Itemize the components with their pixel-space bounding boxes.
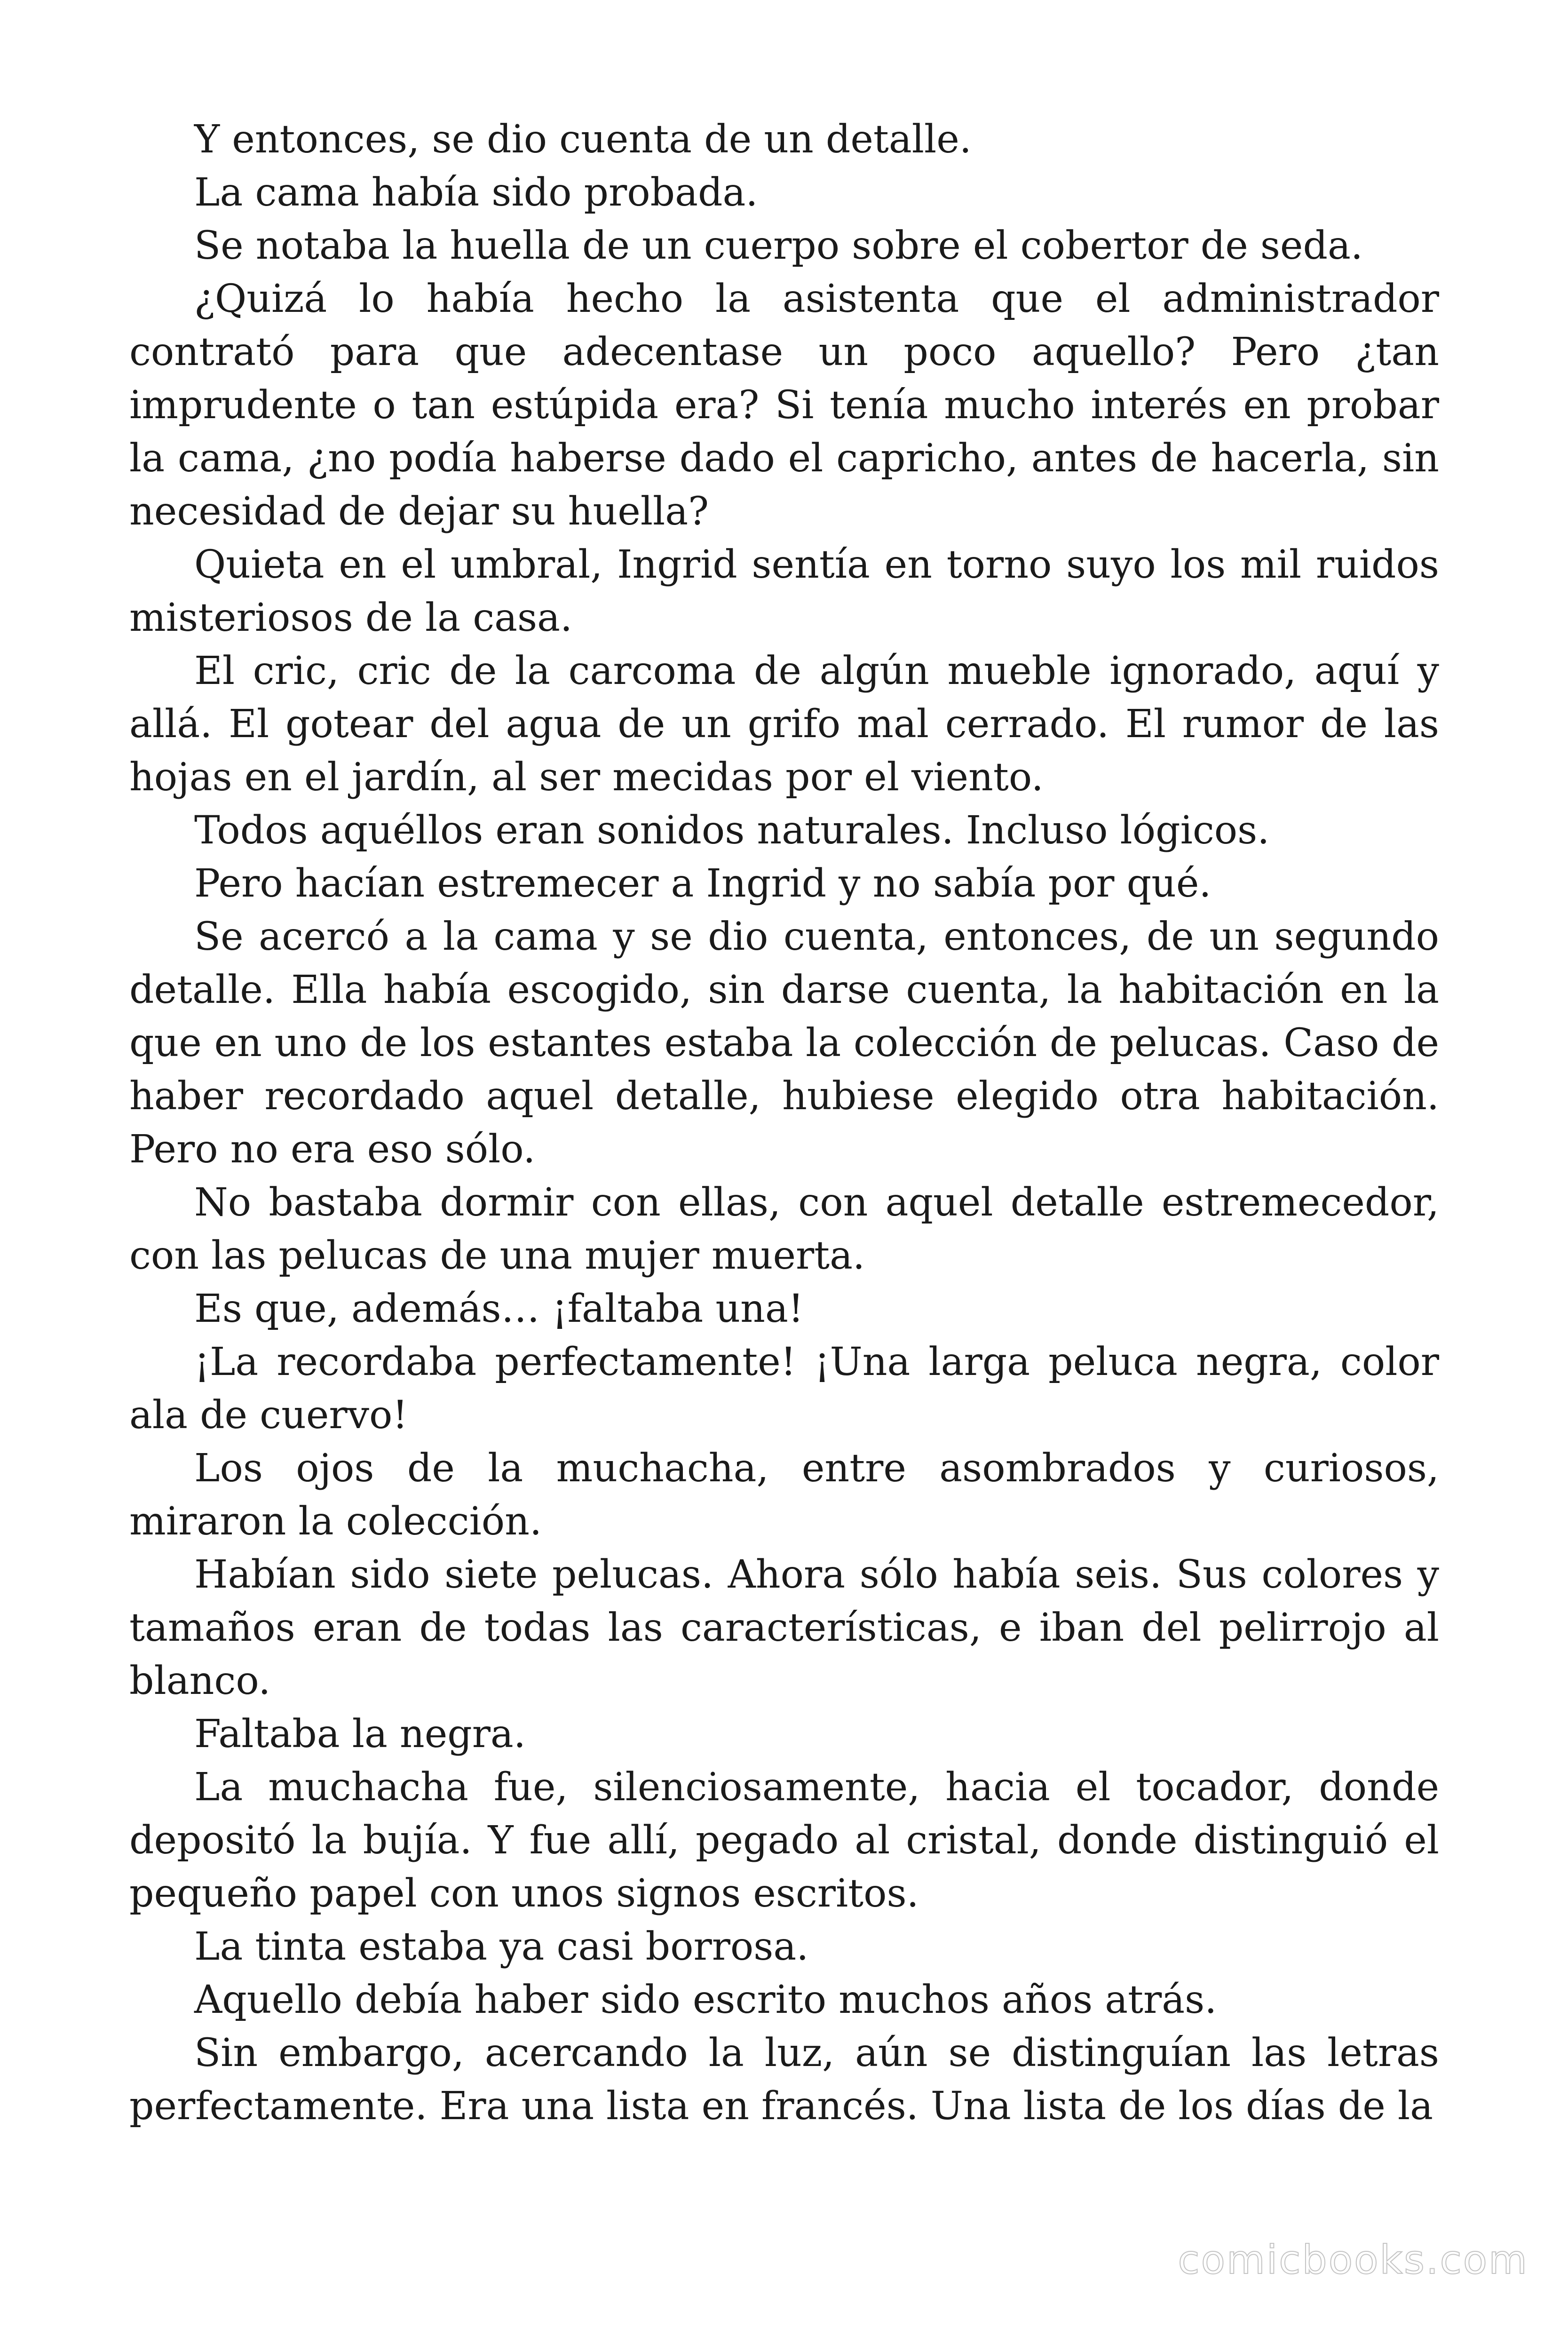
paragraph: Los ojos de la muchacha, entre asombrados y curiosos, miraron la colección. bbox=[129, 1446, 1439, 1544]
paragraph: Y entonces, se dio cuenta de un detalle. bbox=[194, 117, 972, 162]
paragraph: Pero hacían estremecer a Ingrid y no sabía por qué. bbox=[194, 861, 1212, 906]
paragraph: El cric, cric de la carcoma de algún mueble ignorado, aquí y allá. El gotear del agua de un grifo mal cerrado. El rumor de las hojas en el jardín, al ser mecidas por el viento. bbox=[129, 649, 1439, 800]
paragraph: Quieta en el umbral, Ingrid sentía en torno suyo los mil ruidos misteriosos de la casa. bbox=[129, 542, 1439, 640]
paragraph: Es que, además… ¡faltaba una! bbox=[194, 1287, 804, 1331]
paragraph: Aquello debía haber sido escrito muchos años atrás. bbox=[194, 1978, 1217, 2022]
paragraph: ¿Quizá lo había hecho la asistenta que el administrador contrató para que adecentase un poco aquello? Pero ¿tan imprudente o tan estúpida era? Si tenía mucho interés en probar la cama, ¿no podía haberse dado el capricho, antes de hacerla, sin necesidad de dejar su huella? bbox=[129, 277, 1439, 534]
book-page-text bbox=[129, 113, 1439, 2133]
paragraph: Se acercó a la cama y se dio cuenta, entonces, de un segundo detalle. Ella había escogido, sin darse cuenta, la habitación en la que en uno de los estantes estaba la colección de pelucas. Caso de haber recordado aquel detalle, hubiese elegido otra habitación. Pero no era eso sólo. bbox=[129, 914, 1439, 1172]
watermark: comicbooks.com bbox=[1178, 2237, 1528, 2283]
paragraph: No bastaba dormir con ellas, con aquel detalle estremecedor, con las pelucas de una mujer muerta. bbox=[129, 1180, 1439, 1278]
paragraph: La cama había sido probada. bbox=[194, 170, 758, 215]
paragraph: Todos aquéllos eran sonidos naturales. Incluso lógicos. bbox=[194, 808, 1270, 853]
paragraph: Sin embargo, acercando la luz, aún se distinguían las letras perfectamente. Era una lista en francés. Una lista de los días de la bbox=[129, 2031, 1439, 2129]
paragraph: La muchacha fue, silenciosamente, hacia el tocador, donde depositó la bujía. Y fue allí, pegado al cristal, donde distinguió el pequeño papel con unos signos escritos. bbox=[129, 1765, 1439, 1916]
paragraph: Se notaba la huella de un cuerpo sobre el cobertor de seda. bbox=[194, 223, 1363, 268]
paragraph: Habían sido siete pelucas. Ahora sólo había seis. Sus colores y tamaños eran de todas las características, e iban del pelirrojo al blanco. bbox=[129, 1552, 1439, 1703]
paragraph: ¡La recordaba perfectamente! ¡Una larga peluca negra, color ala de cuervo! bbox=[129, 1340, 1439, 1438]
paragraph: La tinta estaba ya casi borrosa. bbox=[194, 1924, 809, 1969]
paragraph: Faltaba la negra. bbox=[194, 1712, 526, 1756]
